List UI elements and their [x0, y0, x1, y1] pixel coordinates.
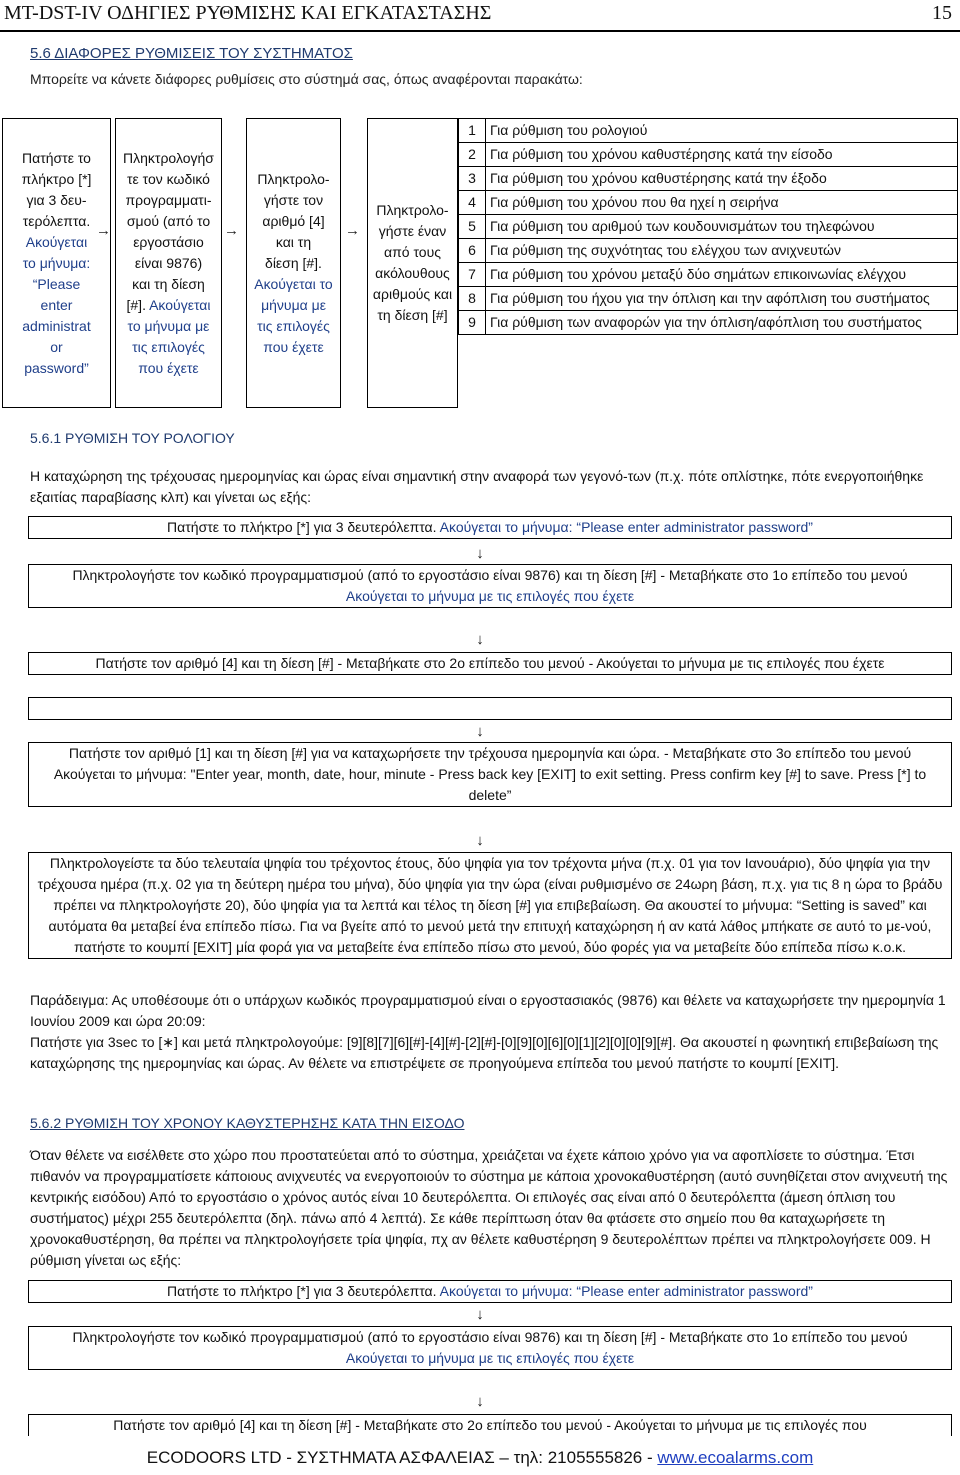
flow-message: το μήνυμα με: [127, 317, 210, 334]
option-number: 9: [459, 311, 486, 335]
flow-text: και τη δίεση: [132, 275, 205, 292]
table-row: [459, 287, 958, 311]
flow-text: password”: [24, 359, 89, 376]
down-arrow: ↓: [476, 1306, 484, 1323]
flow-text: εργοστάσιο: [133, 233, 204, 250]
option-number: 6: [459, 239, 486, 263]
step-press-star: [28, 516, 952, 539]
table-row: [459, 167, 958, 191]
option-text: Για ρύθμιση του χρόνου καθυστέρησης κατά την έξοδο: [486, 167, 958, 191]
footer-text: ECODOORS LTD - ΣΥΣΤΗΜΑΤΑ ΑΣΦΑΛΕΙΑΣ – τηλ: 2105555826 -: [146, 1448, 658, 1467]
flow-arrow-2: →: [224, 222, 239, 239]
footer: [0, 1448, 960, 1468]
subsection-intro-clock: Η καταχώρηση της τρέχουσας ημερομηνίας και ώρας είναι σημαντική στην αναφορά των γεγονό-των (π.χ. πότε οπλίστηκε, πότε ενεργοποιήθηκε εξαιτίας παραβίασης κλπ) και γίνεται ως εξής:: [30, 468, 924, 505]
flow-box-1-message: [22, 232, 92, 379]
flow-text: Πληκτρολο-: [257, 170, 330, 187]
option-text: Για ρύθμιση του ρολογιού: [486, 119, 958, 143]
table-row: [459, 143, 958, 167]
flow-message: τις επιλογές: [132, 338, 205, 355]
down-arrow: ↓: [476, 1393, 484, 1410]
step-enter-4: [28, 652, 952, 675]
example-keystrokes: Πατήστε για 3sec το [∗] και μετά πληκτρολογούμε: [9][8][7][6][#]-[4][#]-[2][#]-[0][9][0][6][0][1][2][0][0][9][#]. Θα ακουστεί η φωνητική επιβεβαίωση της καταχώρησης της ημερομηνίας και ώρας. Αν θέλετε να επιστρέψετε σε προηγούμενα επίπεδα του μενού πατήστε το κουμπί [EXIT].: [30, 1034, 939, 1071]
step-text: Πληκτρολογήστε τον κωδικό προγραμματισμού (από το εργοστάσιο είναι 9876) και τη δίεση [#] - Μεταβήκατε στο 1ο επίπεδο του μενού: [72, 1329, 908, 1345]
flow-box-press-star: [2, 118, 111, 408]
flow-text: και τη: [275, 233, 312, 250]
document-header-title: MT-DST-IV ΟΔΗΓΙΕΣ ΡΥΘΜΙΣΗΣ ΚΑΙ ΕΓΚΑΤΑΣΤΑΣΗΣ: [4, 2, 492, 24]
table-row: [459, 239, 958, 263]
example-paragraph: Παράδειγμα: Ας υποθέσουμε ότι ο υπάρχων κωδικός προγραμματισμού είναι ο εργοστασιακός (9876) και θέλετε να καταχωρήσετε την ημερομηνία 1 Ιουνίου 2009 και ώρα 20:09:: [30, 992, 946, 1029]
header-divider: [0, 30, 960, 32]
option-text: Για ρύθμιση του αριθμού των κουδουνισμάτων του τηλεφώνου: [486, 215, 958, 239]
option-number: 4: [459, 191, 486, 215]
subsection-title-clock: 5.6.1 ΡΥΘΜΙΣΗ ΤΟΥ ΡΟΛΟΓΙΟΥ: [30, 430, 235, 446]
step-message: Ακούγεται το μήνυμα: “Please enter administrator password”: [439, 1283, 813, 1299]
flow-text: Πληκτρολογήσ: [123, 149, 214, 166]
subsection-intro-entry-delay: Όταν θέλετε να εισέλθετε στο χώρο που προστατεύεται από το σύστημα, χρειάζεται να έχετε κάποιο χρόνο για να αφοπλίσετε το σύστημα. Έτσι πιθανόν να προγραμματίσετε κάποιους ανιχνευτές να ενεργοποιούν το σύστημα με κάποια χρονοκαθυστέρηση (αυτό συνηθίζεται στον ανιχνευτή της κεντρικής εισόδου) Από το εργοστάσιο ο χρόνος αυτός είναι 10 δευτερόλεπτα. Οι επιλογές σας είναι από 0 δευτερόλεπτα (άμεση όπλιση του συστήματος) μέχρι 255 δευτερόλεπτα (δηλ. πάνω από 4 λεπτά). Σε κάθε περίπτωση όταν θα φτάσετε στο σημείο που θα καταχωρήσετε τη χρονοκαθυστέρηση, θα πρέπει να πληκτρολογήσετε τρία ψηφία, πχ αν θέλετε καθυστέρηση 9 δευτερολέπτων πρέπει να πληκτρολογήσετε 009. Η ρύθμιση γίνεται ως εξής:: [30, 1147, 948, 1268]
step-text: Πληκτρολογήστε τον κωδικό προγραμματισμού (από το εργοστάσιο είναι 9876) και τη δίεση [#] - Μεταβήκατε στο 1ο επίπεδο του μενού: [72, 567, 908, 583]
flow-arrow-3: →: [345, 222, 360, 239]
flow-text: γήστε έναν: [378, 223, 447, 239]
step-text: Πατήστε τον αριθμό [1] και τη δίεση [#] για να καταχωρήσετε την τρέχουσα ημερομηνία και ώρα. - Μεταβήκατε στο 3ο επίπεδο του μενού: [68, 745, 912, 761]
options-table: [458, 118, 958, 335]
step-message: Ακούγεται το μήνυμα με τις επιλογές που έχετε: [345, 588, 635, 604]
flow-box-1-lines: [22, 148, 92, 232]
section-intro: Μπορείτε να κάνετε διάφορες ρυθμίσεις στο σύστημά σας, όπως αναφέρονται παρακάτω:: [30, 71, 583, 87]
flow-text: Πληκτρολο-: [376, 202, 449, 218]
flow-text: προγραμματι-: [125, 191, 212, 208]
flow-text: γήστε τον: [263, 191, 324, 208]
step-text: Πληκτρολογείστε τα δύο τελευταία ψηφία του τρέχοντος έτους, δύο ψηφία για τον τρέχοντα μήνα (π.χ. 01 για τον Ιανουάριο), δύο ψηφία για την τρέχουσα ημέρα (π.χ. 02 για τη δεύτερη ημέρα του μήνα), δύο ψηφία για την ώρα (είναι ρυθμισμένο σε 24ωρη βάση, π.χ. για τις 8 η ώρα το βράδυ πρέπει να πληκτρολογήστε 20), δύο ψηφία για τα λεπτά και τέλος τη δίεση [#] για επιβεβαίωση. Θα ακουστεί το μήνυμα: “Setting is saved” και αυτόματα θα μεταβεί ένα επίπεδο πίσω. Για να βγείτε από το μενού μετά την επιτυχή καταχώρηση ή αν κατά λάθος μπήκατε σε αυτό το με-νού, πατήστε το κουμπί [EXIT] μία φορά για να μεταβείτε ένα επίπεδο πίσω στο μενού, δύο φορές για να μεταβείτε δύο επίπεδα πίσω κ.ο.κ.: [37, 855, 943, 955]
flow-text: enter: [40, 296, 73, 313]
flow-text: τε τον κωδικό: [127, 170, 210, 187]
flow-text: Πατήστε το: [22, 149, 91, 166]
flow-text: πλήκτρο [*]: [21, 170, 92, 187]
flow-text: για 3 δευ-: [26, 191, 87, 208]
table-row: [459, 119, 958, 143]
flow-text: από τους: [384, 244, 441, 260]
step-enter-code-2: [28, 1326, 952, 1370]
step-enter-datetime: [28, 852, 952, 959]
flow-text: τερόλεπτα.: [22, 212, 91, 229]
option-number: 5: [459, 215, 486, 239]
flow-box-enter-4: [246, 118, 341, 408]
flow-text: [#].: [126, 296, 146, 313]
step-text: Πατήστε το πλήκτρο [*] για 3 δευτερόλεπτα.: [167, 519, 440, 535]
flow-box-enter-code: [115, 118, 222, 408]
option-number: 1: [459, 119, 486, 143]
down-arrow: ↓: [476, 723, 484, 740]
down-arrow: ↓: [476, 631, 484, 648]
option-text: Για ρύθμιση της συχνότητας του ελέγχου των ανιχνευτών: [486, 239, 958, 263]
option-number: 8: [459, 287, 486, 311]
flow-message: μήνυμα με: [261, 296, 326, 313]
option-text: Για ρύθμιση του χρόνου που θα ηχεί η σειρήνα: [486, 191, 958, 215]
flow-arrow-1: →: [96, 222, 111, 239]
option-text: Για ρύθμιση του ήχου για την όπλιση και την αφόπλιση του συστήματος: [486, 287, 958, 311]
step-empty-row: [28, 697, 952, 720]
option-text: Για ρύθμιση του χρόνου μεταξύ δύο σημάτων επικοινωνίας ελέγχου: [486, 263, 958, 287]
flow-text: αριθμό [4]: [262, 212, 325, 229]
option-number: 2: [459, 143, 486, 167]
flow-message: που έχετε: [263, 338, 324, 355]
flow-message: που έχετε: [138, 359, 199, 376]
down-arrow: ↓: [476, 832, 484, 849]
table-row: [459, 263, 958, 287]
flow-message: Ακούγεται το: [254, 275, 333, 292]
flow-text: ακόλουθους: [375, 265, 450, 281]
flow-line-with-msg: [123, 295, 214, 316]
table-row: [459, 215, 958, 239]
step-text: Πατήστε τον αριθμό [4] και τη δίεση [#] - Μεταβήκατε στο 2ο επίπεδο του μενού - Ακούγεται το μήνυμα με τις επιλογές που έχετε: [95, 655, 885, 671]
flow-text: Ακούγεται: [25, 233, 88, 250]
option-text: Για ρύθμιση του χρόνου καθυστέρησης κατά την είσοδο: [486, 143, 958, 167]
step-message: Ακούγεται το μήνυμα: "Enter year, month, date, hour, minute - Press back key [EXIT] to exit setting. Press confirm key [#] to save. Press [*] to delete”: [53, 766, 927, 803]
flow-text: αριθμούς και: [372, 286, 453, 302]
flow-text: administrat: [22, 317, 91, 334]
section-title: 5.6 ΔΙΑΦΟΡΕΣ ΡΥΘΜΙΣΕΙΣ ΤΟΥ ΣΥΣΤΗΜΑΤΟΣ: [30, 45, 353, 62]
flow-box-choose-number: [367, 118, 458, 408]
step-message: Ακούγεται το μήνυμα με τις επιλογές που έχετε: [345, 1350, 635, 1366]
flow-text: δίεση [#].: [265, 254, 322, 271]
flow-message: Ακούγεται: [149, 296, 211, 313]
table-row: [459, 191, 958, 215]
step-message: Ακούγεται το μήνυμα: “Please enter administrator password”: [439, 519, 813, 535]
flow-text: τη δίεση [#]: [377, 307, 448, 323]
step-text: Πατήστε τον αριθμό [4] και τη δίεση [#] - Μεταβήκατε στο 2ο επίπεδο του μενού - Ακούγεται το μήνυμα με τις επιλογές που: [113, 1417, 867, 1433]
step-enter-1: [28, 742, 952, 807]
step-text: Πατήστε το πλήκτρο [*] για 3 δευτερόλεπτα.: [167, 1283, 440, 1299]
table-row: [459, 311, 958, 335]
option-text: Για ρύθμιση των αναφορών για την όπλιση/αφόπλιση του συστήματος: [486, 311, 958, 335]
step-enter-code: [28, 564, 952, 608]
page-number: 15: [932, 2, 952, 24]
step-press-star-2: [28, 1280, 952, 1303]
flow-text: or: [50, 338, 63, 355]
flow-text: είναι 9876): [134, 254, 203, 271]
flow-text: “Please: [32, 275, 81, 292]
subsection-title-entry-delay: 5.6.2 ΡΥΘΜΙΣΗ ΤΟΥ ΧΡΟΝΟΥ ΚΑΘΥΣΤΕΡΗΣΗΣ ΚΑΤΑ ΤΗΝ ΕΙΣΟΔΟ: [30, 1115, 465, 1131]
option-number: 7: [459, 263, 486, 287]
flow-text: σμού (από το: [126, 212, 211, 229]
flow-message: τις επιλογές: [257, 317, 330, 334]
option-number: 3: [459, 167, 486, 191]
footer-website-link[interactable]: www.ecoalarms.com: [657, 1448, 814, 1467]
flow-text: το μήνυμα:: [22, 254, 91, 271]
step-enter-4-2: [28, 1414, 952, 1436]
down-arrow: ↓: [476, 545, 484, 562]
